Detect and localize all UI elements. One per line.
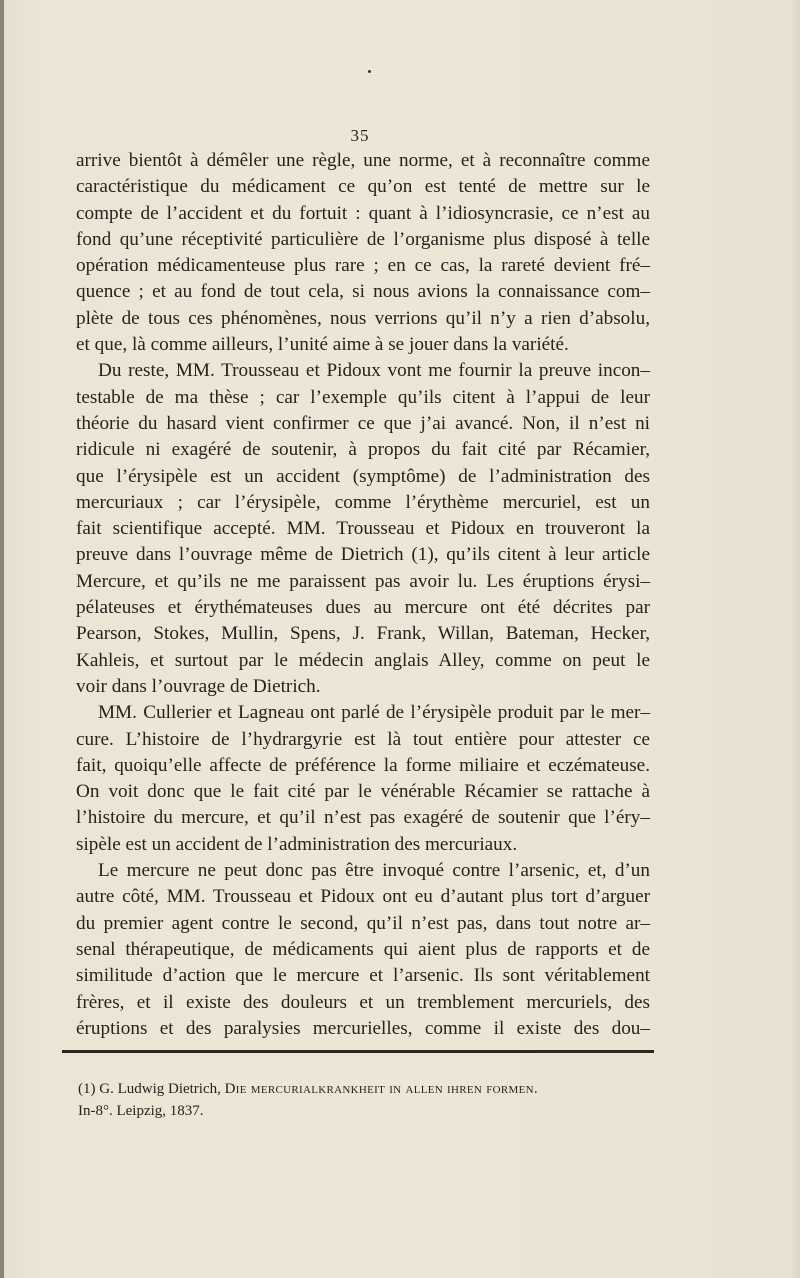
- text-line: frères, et il existe des douleurs et un tremblement mercuriels, des: [76, 991, 650, 1013]
- text-line: testable de ma thèse ; car l’exemple qu’ils citent à l’appui de leur: [76, 386, 650, 408]
- footnote-line: In-8°. Leipzig, 1837.: [78, 1103, 204, 1119]
- text-line: quence ; et au fond de tout cela, si nous avions la connaissance com–: [76, 281, 650, 303]
- text-line: fait scientifique accepté. MM. Trousseau et Pidoux en trouveront la: [76, 518, 650, 540]
- text-line: que l’érysipèle est un accident (symptôme) de l’administration des: [76, 465, 650, 487]
- footnote-citation: (1) G. Ludwig Dietrich,: [78, 1081, 221, 1097]
- speck-mark: [368, 70, 371, 73]
- text-line: compte de l’accident et du fortuit : quant à l’idiosyncrasie, ce n’est au: [76, 202, 650, 224]
- text-line: fait, quoiqu’elle affecte de préférence la forme miliaire et eczémateuse.: [76, 754, 650, 776]
- text-line: ridicule ni exagéré de soutenir, à propos du fait cité par Récamier,: [76, 439, 650, 461]
- text-line: Mercure, et qu’ils ne me paraissent pas avoir lu. Les éruptions érysi–: [76, 570, 650, 592]
- page-number: 35: [350, 126, 370, 145]
- text-line: Pearson, Stokes, Mullin, Spens, J. Frank, Willan, Bateman, Hecker,: [76, 623, 650, 645]
- text-line: Le mercure ne peut donc pas être invoqué contre l’arsenic, et, d’un: [98, 860, 650, 882]
- footnote-line: [78, 1078, 648, 1100]
- text-line: cure. L’histoire de l’hydrargyrie est là tout entière pour attester ce: [76, 728, 650, 750]
- footnote-rule: [62, 1050, 654, 1053]
- text-line: mercuriaux ; car l’érysipèle, comme l’érythème mercuriel, est un: [76, 491, 650, 513]
- text-line: preuve dans l’ouvrage même de Dietrich (1), qu’ils citent à leur article: [76, 544, 650, 566]
- text-line: l’histoire du mercure, et qu’il n’est pas exagéré de soutenir que l’éry–: [76, 807, 650, 829]
- text-line: plète de tous ces phénomènes, nous verrions qu’il n’y a rien d’absolu,: [76, 307, 650, 329]
- text-line: MM. Cullerier et Lagneau ont parlé de l’érysipèle produit par le mer–: [98, 702, 650, 724]
- text-line: autre côté, MM. Trousseau et Pidoux ont eu d’autant plus tort d’arguer: [76, 886, 650, 908]
- binding-edge: [0, 0, 4, 1278]
- text-line: fond qu’une réceptivité particulière de l’organisme plus disposé à telle: [76, 228, 650, 250]
- text-line: et que, là comme ailleurs, l’unité aime à se jouer dans la variété.: [76, 334, 569, 356]
- text-line: arrive bientôt à démêler une règle, une norme, et à reconnaître comme: [76, 150, 650, 171]
- text-line: du premier agent contre le second, qu’il n’est pas, dans tout notre ar–: [76, 912, 650, 934]
- text-line: théorie du hasard vient confirmer ce que j’ai avancé. Non, il n’est ni: [76, 412, 650, 434]
- text-line: caractéristique du médicament ce qu’on est tenté de mettre sur le: [76, 176, 650, 198]
- text-line: pélateuses et érythémateuses dues au mercure ont été décrites par: [76, 597, 650, 619]
- text-line: éruptions et des paralysies mercurielles, comme il existe des dou–: [76, 1017, 650, 1039]
- text-line: senal thérapeutique, de médicaments qui aient plus de rapports et de: [76, 938, 650, 960]
- text-line: opération médicamenteuse plus rare ; en ce cas, la rareté devient fré–: [76, 255, 650, 277]
- text-line: On voit donc que le fait cité par le vénérable Récamier se rattache à: [76, 781, 650, 803]
- text-line: Kahleis, et surtout par le médecin anglais Alley, comme on peut le: [76, 649, 650, 671]
- text-line: sipèle est un accident de l’administration des mercuriaux.: [76, 833, 518, 855]
- body-text: [76, 148, 650, 1042]
- text-line: voir dans l’ouvrage de Dietrich.: [76, 675, 321, 697]
- text-line: similitude d’action que le mercure et l’arsenic. Ils sont véritablement: [76, 965, 650, 987]
- footnote: [78, 1078, 648, 1122]
- text-line: Du reste, MM. Trousseau et Pidoux vont me fournir la preuve incon–: [98, 360, 650, 382]
- footnote-book-title: Die mercurialkrankheit in allen ihren formen.: [224, 1081, 538, 1097]
